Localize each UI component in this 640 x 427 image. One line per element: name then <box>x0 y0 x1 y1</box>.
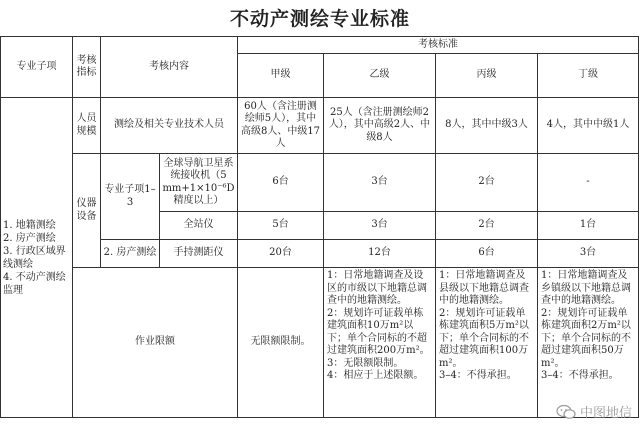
equipment-rangefinder-content: 手持测距仪 <box>160 240 238 268</box>
personnel-grade-d: 4人，其中中级1人 <box>538 98 639 154</box>
personnel-grade-a: 60人（含注册测绘师5人），其中高级8人、中级17人 <box>238 98 324 154</box>
total-station-grade-a: 5台 <box>238 212 324 240</box>
total-station-grade-b: 3台 <box>324 212 436 240</box>
rangefinder-grade-c: 6台 <box>436 240 538 268</box>
section-list <box>1 98 73 418</box>
equipment-group-1: 专业子项1–3 <box>101 154 160 240</box>
equipment-total-station-content: 全站仪 <box>160 212 238 240</box>
total-station-grade-d: 1台 <box>538 212 639 240</box>
gnss-grade-d: - <box>538 154 639 212</box>
personnel-grade-c: 8人，其中中级3人 <box>436 98 538 154</box>
header-standard: 考核标准 <box>238 37 639 54</box>
equipment-gnss-content: 全球导航卫星系统接收机（5 mm+1×10⁻⁶D 精度以上） <box>160 154 238 212</box>
rangefinder-grade-d: 3台 <box>538 240 639 268</box>
limits-grade-a: 无限额限制。 <box>238 268 324 418</box>
header-major: 专业子项 <box>1 37 73 98</box>
limits-grade-d-text: 1：日常地籍调查及乡镇级以下地籍总调查中的地籍测绘。 2：规划许可证载单栋建筑面积2万m²以下；单个合同标的不超过建筑面积50万m²。 3–4：不得承担。 <box>541 270 631 381</box>
header-grade-c: 丙级 <box>436 54 538 98</box>
equipment-group-2: 2. 房产测绘 <box>101 240 160 268</box>
watermark-text: 中图地信 <box>579 406 632 421</box>
standards-table <box>0 36 639 418</box>
section-list-text: 1. 地籍测绘 2. 房产测绘 3. 行政区域界线测绘 4. 不动产测绘监理 <box>3 219 66 296</box>
gnss-grade-b: 3台 <box>324 154 436 212</box>
rangefinder-grade-a: 20台 <box>238 240 324 268</box>
limits-content: 作业限额 <box>73 268 238 418</box>
header-grade-a: 甲级 <box>238 54 324 98</box>
personnel-grade-b: 25人（含注册测绘师2人），其中高级2人、中级8人 <box>324 98 436 154</box>
limits-grade-b-text: 1：日常地籍调查及设区的市级以下地籍总调查中的地籍测绘。 2：规划许可证载单栋建筑面积10万m²以下；单个合同标的不超过建筑面积200万m²。 3：无限额限制。 4：相应于上述限额。 <box>327 270 430 381</box>
rangefinder-grade-b: 12台 <box>324 240 436 268</box>
watermark <box>556 402 632 421</box>
wechat-icon <box>556 404 576 420</box>
page-title: 不动产测绘专业标准 <box>229 8 410 30</box>
equipment-indicator: 仪器设备 <box>73 154 101 268</box>
total-station-grade-c: 2台 <box>436 212 538 240</box>
header-grade-b: 乙级 <box>324 54 436 98</box>
personnel-content: 测绘及相关专业技术人员 <box>101 98 238 154</box>
gnss-grade-c: 2台 <box>436 154 538 212</box>
limits-grade-c <box>436 268 538 418</box>
header-grade-d: 丁级 <box>538 54 639 98</box>
header-indicator: 考核指标 <box>73 37 101 98</box>
limits-grade-b <box>324 268 436 418</box>
gnss-grade-a: 6台 <box>238 154 324 212</box>
header-content: 考核内容 <box>101 37 238 98</box>
limits-grade-d <box>538 268 639 418</box>
personnel-indicator: 人员规模 <box>73 98 101 154</box>
limits-grade-c-text: 1：日常地籍调查及县级以下地籍总调查中的地籍测绘。 2：规划许可证载单栋建筑面积5万m²以下；单个合同标的不超过建筑面积100万m²。 3–4：不得承担。 <box>439 270 529 381</box>
